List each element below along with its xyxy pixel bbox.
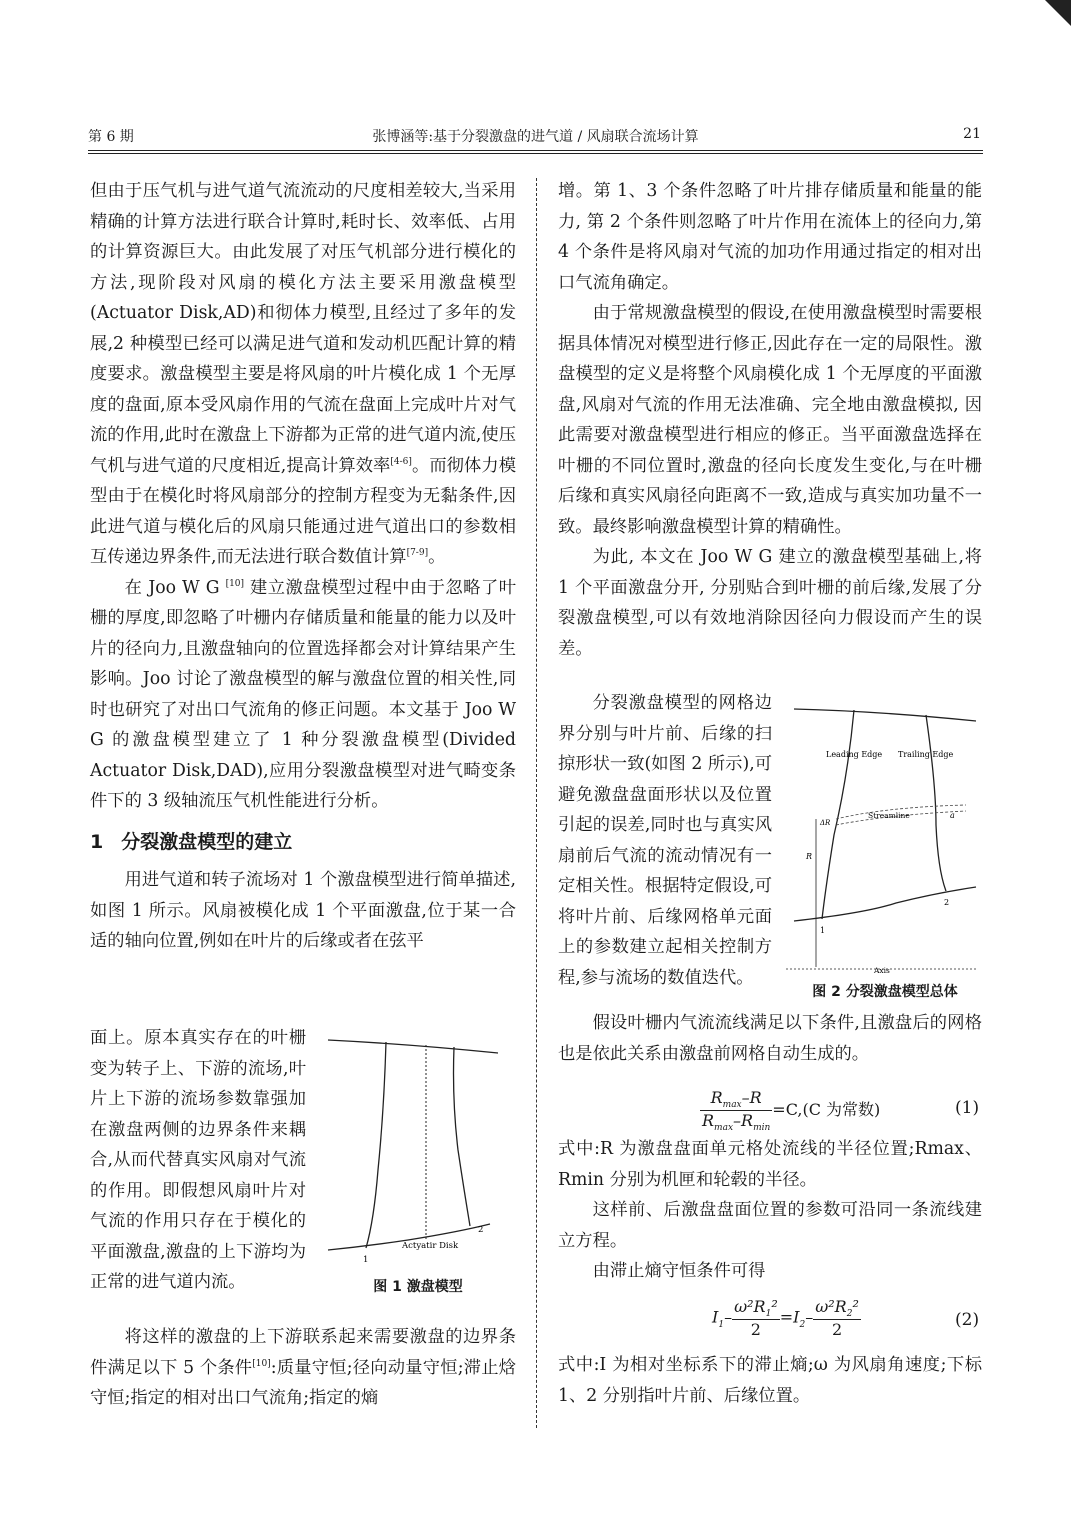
paragraph: 式中:R 为激盘盘面单元格处流线的半径位置;Rmax、Rmin 分别为机匣和轮毂的半径。 <box>558 1139 982 1190</box>
actuator-disk-diagram <box>318 1030 518 1268</box>
equation-1-number: (1) <box>955 1098 980 1118</box>
figure-2-caption: 图 2 分裂激盘模型总体 <box>812 984 958 1000</box>
right-column-bottom <box>558 1350 982 1411</box>
equation-2-number: (2) <box>955 1310 980 1330</box>
figure-2 <box>786 695 984 1005</box>
right-column-lower <box>558 1008 982 1069</box>
header-rule-thin <box>88 153 983 154</box>
point-1-label: 1 <box>363 1255 369 1265</box>
running-title: 张博涵等:基于分裂激盘的进气道 / 风扇联合流场计算 <box>372 129 699 145</box>
divided-disk-diagram <box>786 695 984 975</box>
header-rule <box>88 150 983 151</box>
paragraph: 假设叶栅内气流流线满足以下条件,且激盘后的网格也是依此关系由激盘前网格自动生成的。 <box>558 1013 982 1064</box>
paragraph: 为此, 本文在 Joo W G 建立的激盘模型基础上,将 1 个平面激盘分开, 分别贴合到叶栅的前后缘,发展了分裂激盘模型,可以有效地消除因径向力假设而产生的误差。 <box>558 547 982 659</box>
delta-r-label: ΔR <box>820 819 831 827</box>
paragraph: 由滞止熵守恒条件可得 <box>592 1261 766 1281</box>
citation: [10] <box>225 578 245 589</box>
leading-edge-label: Leading Edge <box>826 750 883 759</box>
citation: [7-9] <box>406 548 429 559</box>
page-number: 21 <box>963 126 981 142</box>
paragraph: 用进气道和转子流场对 1 个激盘模型进行简单描述,如图 1 所示。风扇被模化成 1 个平面激盘,位于某一合适的轴向位置,例如在叶片的后缘或者在弦平 <box>90 870 516 951</box>
point-2-label: 2 <box>944 898 950 907</box>
citation: [10] <box>252 1358 271 1369</box>
figure-1 <box>318 1030 518 1300</box>
issue-number: 第 6 期 <box>88 129 134 145</box>
radius-label: R <box>806 852 813 861</box>
section-heading: 1 分裂激盘模型的建立 <box>90 830 293 853</box>
right-column <box>558 176 982 664</box>
axis-label: Axis <box>874 966 890 975</box>
trailing-edge-label: Trailing Edge <box>898 750 954 759</box>
equation-1: $\frac{R_{max}-R}{R_{max}-R_{min}}$ =C,(C 为常数) <box>702 1088 881 1134</box>
point-2-label: 2 <box>478 1225 484 1235</box>
equation-2: $I_1-$ $\frac{\omega^2R_1^2}{2}$ $=I_2-$ $\frac{\omega^2R_2^2}{2}$ <box>712 1297 859 1340</box>
paragraph: 但由于压气机与进气道气流流动的尺度相差较大,当采用精确的计算方法进行联合计算时,耗时长、效率低、占用的计算资源巨大。由此发展了对压气机部分进行模化的方法,现阶段对风扇的模化方法主要采用激盘模型(Actuator Disk,AD)和彻体力模型,且经过了多年的发展,2 种模型已经可以满足进气道和发动机匹配计算的精度要求。激盘模型主要是将风扇的叶片模化成 1 个无厚度的盘面,原本受风扇作用的气流在盘面上完成叶片对气流的作用,此时在激盘上下游都为正常的进气道内流,使压气机与进气道的尺度相近,提高计算效率[4-6]。而彻体力模型由于在模化时将风扇部分的控制方程变为无黏条件,因此进气道与模化后的风扇只能通过进气道出口的参数相互传递边界条件,而无法进行联合数值计算[7-9]。 <box>90 181 516 567</box>
paragraph: 增。第 1、3 个条件忽略了叶片排存储质量和能量的能力, 第 2 个条件则忽略了叶片作用在流体上的径向力,第 4 个条件是将风扇对气流的加功作用通过指定的相对出口气流角确定。 <box>558 181 982 293</box>
right-wrap-text <box>558 688 772 993</box>
paragraph: 式中:I 为相对坐标系下的滞止熵;ω 为风扇角速度;下标 1、2 分别指叶片前、后缘位置。 <box>558 1355 982 1406</box>
paragraph: 分裂激盘模型的网格边界分别与叶片前、后缘的扫掠形状一致(如图 2 所示),可避免激盘盘面形状以及位置引起的误差,同时也与真实风扇前后气流的流动情况有一定相关性。根据特定假设,可将叶片前、后缘网格单元面上的参数建立起相关控制方程,参与流场的数值迭代。 <box>558 693 772 988</box>
column-divider <box>536 178 537 1428</box>
paragraph: 由于常规激盘模型的假设,在使用激盘模型时需要根据具体情况对模型进行修正,因此存在一定的局限性。激盘模型的定义是将整个风扇模化成 1 个无厚度的平面激盘,风扇对气流的作用无法准确、完全地由激盘模拟, 因此需要对激盘模型进行相应的修正。当平面激盘选择在叶栅的不同位置时,激盘的径向长度发生变化,与在叶栅后缘和真实风扇径向距离不一致,造成与真实加功量不一致。最终影响激盘模型计算的精确性。 <box>558 303 982 537</box>
paragraph: 面上。原本真实存在的叶栅变为转子上、下游的流场,叶片上下游的流场参数靠强加在激盘两侧的边界条件来耦合,从而代替真实风扇对气流的作用。即假想风扇叶片对气流的作用只存在于模化的平面激盘,激盘的上下游均为正常的进气道内流。 <box>90 1028 306 1292</box>
paragraph: 这样前、后激盘盘面位置的参数可沿同一条流线建立方程。 <box>558 1200 982 1251</box>
figure-1-caption: 图 1 激盘模型 <box>373 1279 463 1295</box>
left-bottom-text <box>90 1322 516 1414</box>
right-column-mid <box>558 1134 982 1287</box>
point-1-label: 1 <box>820 926 826 935</box>
citation: [4-6] <box>390 456 412 467</box>
running-header <box>88 124 983 150</box>
left-column <box>90 176 516 957</box>
paragraph: 将这样的激盘的上下游联系起来需要激盘的边界条件满足以下 5 个条件[10]:质量守恒;径向动量守恒;滞止焓守恒;指定的相对出口气流角;指定的熵 <box>90 1327 516 1408</box>
paragraph: 在 Joo W G [10] 建立激盘模型过程中由于忽略了叶栅的厚度,即忽略了叶栅内存储质量和能量的能力以及叶片的径向力,且激盘轴向的位置选择都会对计算结果产生影响。Joo 讨论了激盘模型的解与激盘位置的相关性,同时也研究了对出口气流角的修正问题。本文基于 Joo W G 的激盘模型建立了 1 种分裂激盘模型(Divided Actuator Disk,DAD),应用分裂激盘模型对进气畸变条件下的 3 级轴流压气机性能进行分析。 <box>90 577 516 811</box>
disk-label: Actyatir Disk <box>402 1241 459 1251</box>
streamline-label: Streamline <box>868 811 910 820</box>
angle-label: a <box>950 811 955 820</box>
left-wrap-text <box>90 1023 306 1298</box>
